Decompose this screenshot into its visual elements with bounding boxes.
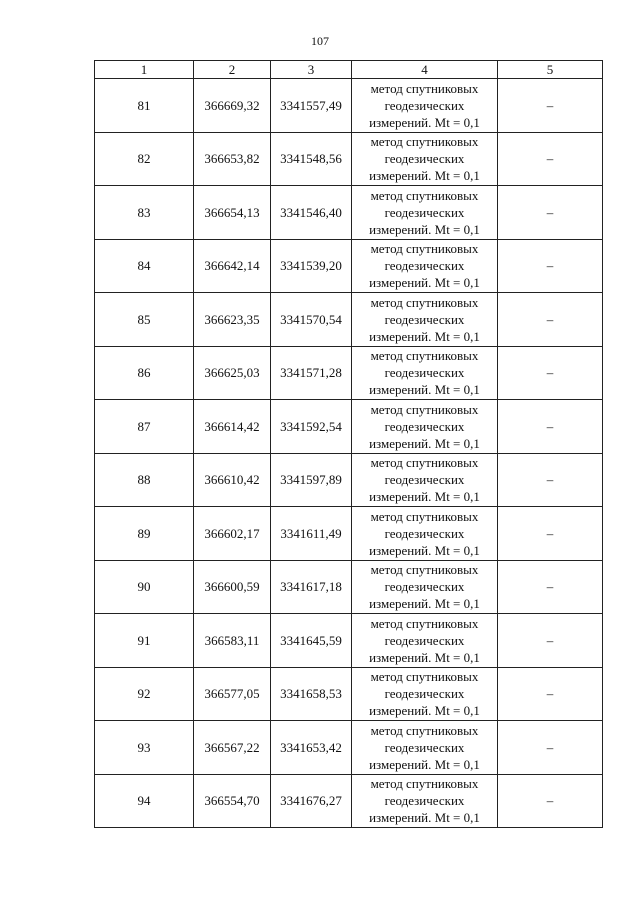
column-header-1: 1 xyxy=(95,61,194,79)
coordinates-table xyxy=(94,60,603,828)
y-coordinate-cell: 3341571,28 xyxy=(271,346,352,400)
note-cell: – xyxy=(498,79,603,133)
y-coordinate-cell: 3341645,59 xyxy=(271,614,352,668)
table-row xyxy=(95,79,603,133)
table-row xyxy=(95,132,603,186)
point-number-cell: 83 xyxy=(95,186,194,240)
x-coordinate-cell: 366623,35 xyxy=(194,293,271,347)
method-cell: метод спутниковых геодезических измерений. Mt = 0,1 xyxy=(352,400,498,454)
table-row xyxy=(95,293,603,347)
y-coordinate-cell: 3341611,49 xyxy=(271,507,352,561)
method-cell: метод спутниковых геодезических измерений. Mt = 0,1 xyxy=(352,614,498,668)
y-coordinate-cell: 3341676,27 xyxy=(271,774,352,828)
table-row xyxy=(95,560,603,614)
table-row xyxy=(95,239,603,293)
y-coordinate-cell: 3341617,18 xyxy=(271,560,352,614)
point-number-cell: 93 xyxy=(95,721,194,775)
y-coordinate-cell: 3341557,49 xyxy=(271,79,352,133)
method-cell: метод спутниковых геодезических измерений. Mt = 0,1 xyxy=(352,186,498,240)
y-coordinate-cell: 3341546,40 xyxy=(271,186,352,240)
note-cell: – xyxy=(498,186,603,240)
point-number-cell: 82 xyxy=(95,132,194,186)
y-coordinate-cell: 3341597,89 xyxy=(271,453,352,507)
method-cell: метод спутниковых геодезических измерений. Mt = 0,1 xyxy=(352,239,498,293)
point-number-cell: 94 xyxy=(95,774,194,828)
point-number-cell: 91 xyxy=(95,614,194,668)
method-cell: метод спутниковых геодезических измерений. Mt = 0,1 xyxy=(352,79,498,133)
note-cell: – xyxy=(498,560,603,614)
point-number-cell: 81 xyxy=(95,79,194,133)
table-row xyxy=(95,667,603,721)
x-coordinate-cell: 366669,32 xyxy=(194,79,271,133)
x-coordinate-cell: 366567,22 xyxy=(194,721,271,775)
x-coordinate-cell: 366654,13 xyxy=(194,186,271,240)
table-row xyxy=(95,186,603,240)
method-cell: метод спутниковых геодезических измерений. Mt = 0,1 xyxy=(352,507,498,561)
x-coordinate-cell: 366614,42 xyxy=(194,400,271,454)
y-coordinate-cell: 3341653,42 xyxy=(271,721,352,775)
x-coordinate-cell: 366577,05 xyxy=(194,667,271,721)
note-cell: – xyxy=(498,667,603,721)
table-row xyxy=(95,346,603,400)
method-cell: метод спутниковых геодезических измерений. Mt = 0,1 xyxy=(352,560,498,614)
note-cell: – xyxy=(498,774,603,828)
point-number-cell: 90 xyxy=(95,560,194,614)
note-cell: – xyxy=(498,132,603,186)
x-coordinate-cell: 366583,11 xyxy=(194,614,271,668)
x-coordinate-cell: 366610,42 xyxy=(194,453,271,507)
x-coordinate-cell: 366642,14 xyxy=(194,239,271,293)
method-cell: метод спутниковых геодезических измерений. Mt = 0,1 xyxy=(352,453,498,507)
point-number-cell: 86 xyxy=(95,346,194,400)
note-cell: – xyxy=(498,400,603,454)
method-cell: метод спутниковых геодезических измерений. Mt = 0,1 xyxy=(352,667,498,721)
point-number-cell: 92 xyxy=(95,667,194,721)
note-cell: – xyxy=(498,293,603,347)
note-cell: – xyxy=(498,346,603,400)
column-header-3: 3 xyxy=(271,61,352,79)
note-cell: – xyxy=(498,507,603,561)
y-coordinate-cell: 3341539,20 xyxy=(271,239,352,293)
table-row xyxy=(95,507,603,561)
y-coordinate-cell: 3341570,54 xyxy=(271,293,352,347)
note-cell: – xyxy=(498,239,603,293)
table-row xyxy=(95,614,603,668)
x-coordinate-cell: 366602,17 xyxy=(194,507,271,561)
column-header-2: 2 xyxy=(194,61,271,79)
point-number-cell: 88 xyxy=(95,453,194,507)
table-row xyxy=(95,400,603,454)
note-cell: – xyxy=(498,453,603,507)
x-coordinate-cell: 366554,70 xyxy=(194,774,271,828)
table-row xyxy=(95,453,603,507)
page-number: 107 xyxy=(311,34,329,48)
method-cell: метод спутниковых геодезических измерений. Mt = 0,1 xyxy=(352,293,498,347)
note-cell: – xyxy=(498,614,603,668)
method-cell: метод спутниковых геодезических измерений. Mt = 0,1 xyxy=(352,132,498,186)
x-coordinate-cell: 366653,82 xyxy=(194,132,271,186)
y-coordinate-cell: 3341658,53 xyxy=(271,667,352,721)
method-cell: метод спутниковых геодезических измерений. Mt = 0,1 xyxy=(352,721,498,775)
point-number-cell: 85 xyxy=(95,293,194,347)
point-number-cell: 87 xyxy=(95,400,194,454)
column-header-5: 5 xyxy=(498,61,603,79)
column-header-4: 4 xyxy=(352,61,498,79)
note-cell: – xyxy=(498,721,603,775)
table-row xyxy=(95,774,603,828)
x-coordinate-cell: 366600,59 xyxy=(194,560,271,614)
x-coordinate-cell: 366625,03 xyxy=(194,346,271,400)
y-coordinate-cell: 3341548,56 xyxy=(271,132,352,186)
method-cell: метод спутниковых геодезических измерений. Mt = 0,1 xyxy=(352,774,498,828)
point-number-cell: 89 xyxy=(95,507,194,561)
method-cell: метод спутниковых геодезических измерений. Mt = 0,1 xyxy=(352,346,498,400)
header-row xyxy=(95,61,603,79)
table-row xyxy=(95,721,603,775)
point-number-cell: 84 xyxy=(95,239,194,293)
y-coordinate-cell: 3341592,54 xyxy=(271,400,352,454)
